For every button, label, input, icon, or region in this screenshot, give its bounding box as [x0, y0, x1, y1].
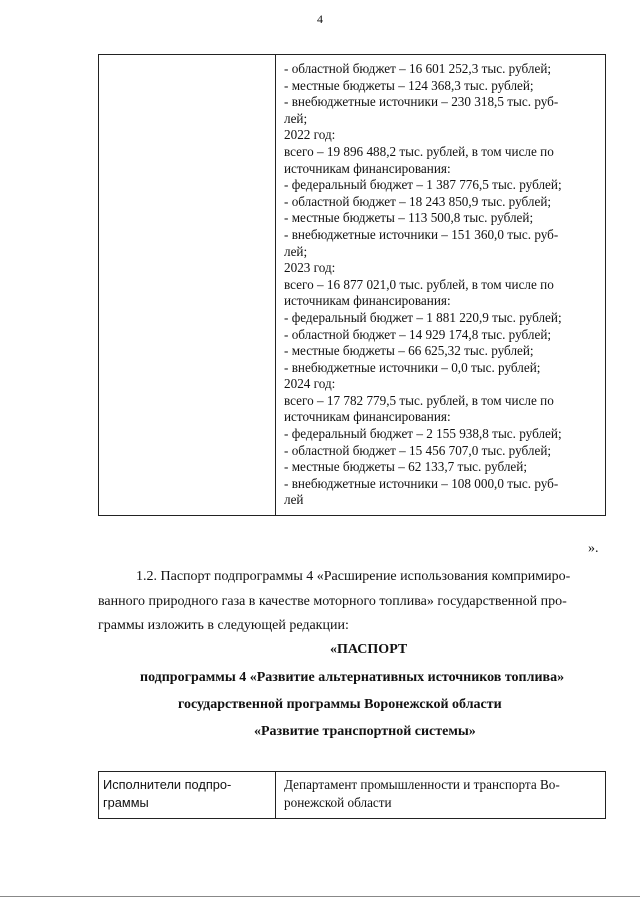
- passport-table: [98, 771, 606, 819]
- passport-heading-program: государственной программы Воронежской области: [178, 697, 502, 712]
- table-row: [99, 772, 606, 819]
- budget-line: источникам финансирования:: [284, 160, 451, 176]
- budget-line: 2024 год:: [284, 376, 336, 392]
- budget-line: 2022 год:: [284, 127, 336, 143]
- budget-line: - областной бюджет – 14 929 174,8 тыс. рублей;: [284, 326, 552, 342]
- passport-label-line: Исполнители подпро-: [103, 777, 232, 792]
- passport-heading-program-name: «Развитие транспортной системы»: [254, 724, 476, 739]
- paragraph-line: 1.2. Паспорт подпрограммы 4 «Расширение использования компримиро-: [136, 569, 571, 584]
- budget-line: всего – 19 896 488,2 тыс. рублей, в том числе по: [284, 143, 554, 159]
- paragraph-line: граммы изложить в следующей редакции:: [98, 618, 349, 633]
- budget-line: лей;: [284, 243, 308, 259]
- budget-line: - внебюджетные источники – 0,0 тыс. рублей;: [284, 359, 541, 375]
- budget-line: - федеральный бюджет – 1 387 776,5 тыс. рублей;: [284, 177, 562, 193]
- budget-line: всего – 17 782 779,5 тыс. рублей, в том числе по: [284, 392, 554, 408]
- budget-line: - областной бюджет – 15 456 707,0 тыс. рублей;: [284, 442, 552, 458]
- budget-line: - внебюджетные источники – 108 000,0 тыс. руб-: [284, 475, 559, 491]
- passport-value-line: ронежской области: [284, 795, 392, 810]
- budget-line: всего – 16 877 021,0 тыс. рублей, в том числе по: [284, 276, 554, 292]
- passport-value-line: Департамент промышленности и транспорта Во-: [284, 777, 560, 792]
- passport-heading-subprogram: подпрограммы 4 «Развитие альтернативных источников топлива»: [140, 670, 565, 685]
- budget-line: - внебюджетные источники – 230 318,5 тыс. руб-: [284, 94, 559, 110]
- passport-value-cell: [276, 772, 606, 819]
- budget-line: - местные бюджеты – 62 133,7 тыс. рублей;: [284, 459, 528, 475]
- budget-table: [98, 54, 606, 516]
- budget-line: лей;: [284, 110, 308, 126]
- budget-lines: [284, 61, 603, 509]
- amendment-paragraph: [98, 565, 608, 639]
- paragraph-line: ванного природного газа в качестве моторного топлива» государственной про-: [98, 593, 567, 609]
- budget-line: - федеральный бюджет – 1 881 220,9 тыс. рублей;: [284, 309, 562, 325]
- budget-line: лей: [284, 492, 304, 508]
- budget-line: источникам финансирования:: [284, 409, 451, 425]
- page-bottom-rule: [0, 896, 640, 897]
- budget-table-label-cell: [99, 55, 276, 516]
- budget-line: - местные бюджеты – 124 368,3 тыс. рублей;: [284, 77, 534, 93]
- closing-quote: ».: [588, 541, 599, 556]
- passport-label-line: граммы: [103, 795, 149, 810]
- page-number: 4: [317, 12, 323, 26]
- budget-line: - областной бюджет – 18 243 850,9 тыс. рублей;: [284, 193, 552, 209]
- passport-heading-title: «ПАСПОРТ: [330, 642, 408, 657]
- budget-line: - областной бюджет – 16 601 252,3 тыс. рублей;: [284, 61, 552, 76]
- budget-line: - местные бюджеты – 113 500,8 тыс. рублей;: [284, 210, 534, 226]
- budget-line: - местные бюджеты – 66 625,32 тыс. рублей;: [284, 343, 534, 359]
- budget-line: источникам финансирования:: [284, 293, 451, 309]
- budget-line: 2023 год:: [284, 260, 336, 276]
- budget-line: - внебюджетные источники – 151 360,0 тыс. руб-: [284, 226, 559, 242]
- passport-label-cell: [99, 772, 276, 819]
- budget-table-value-cell: [276, 55, 606, 516]
- budget-line: - федеральный бюджет – 2 155 938,8 тыс. рублей;: [284, 426, 562, 442]
